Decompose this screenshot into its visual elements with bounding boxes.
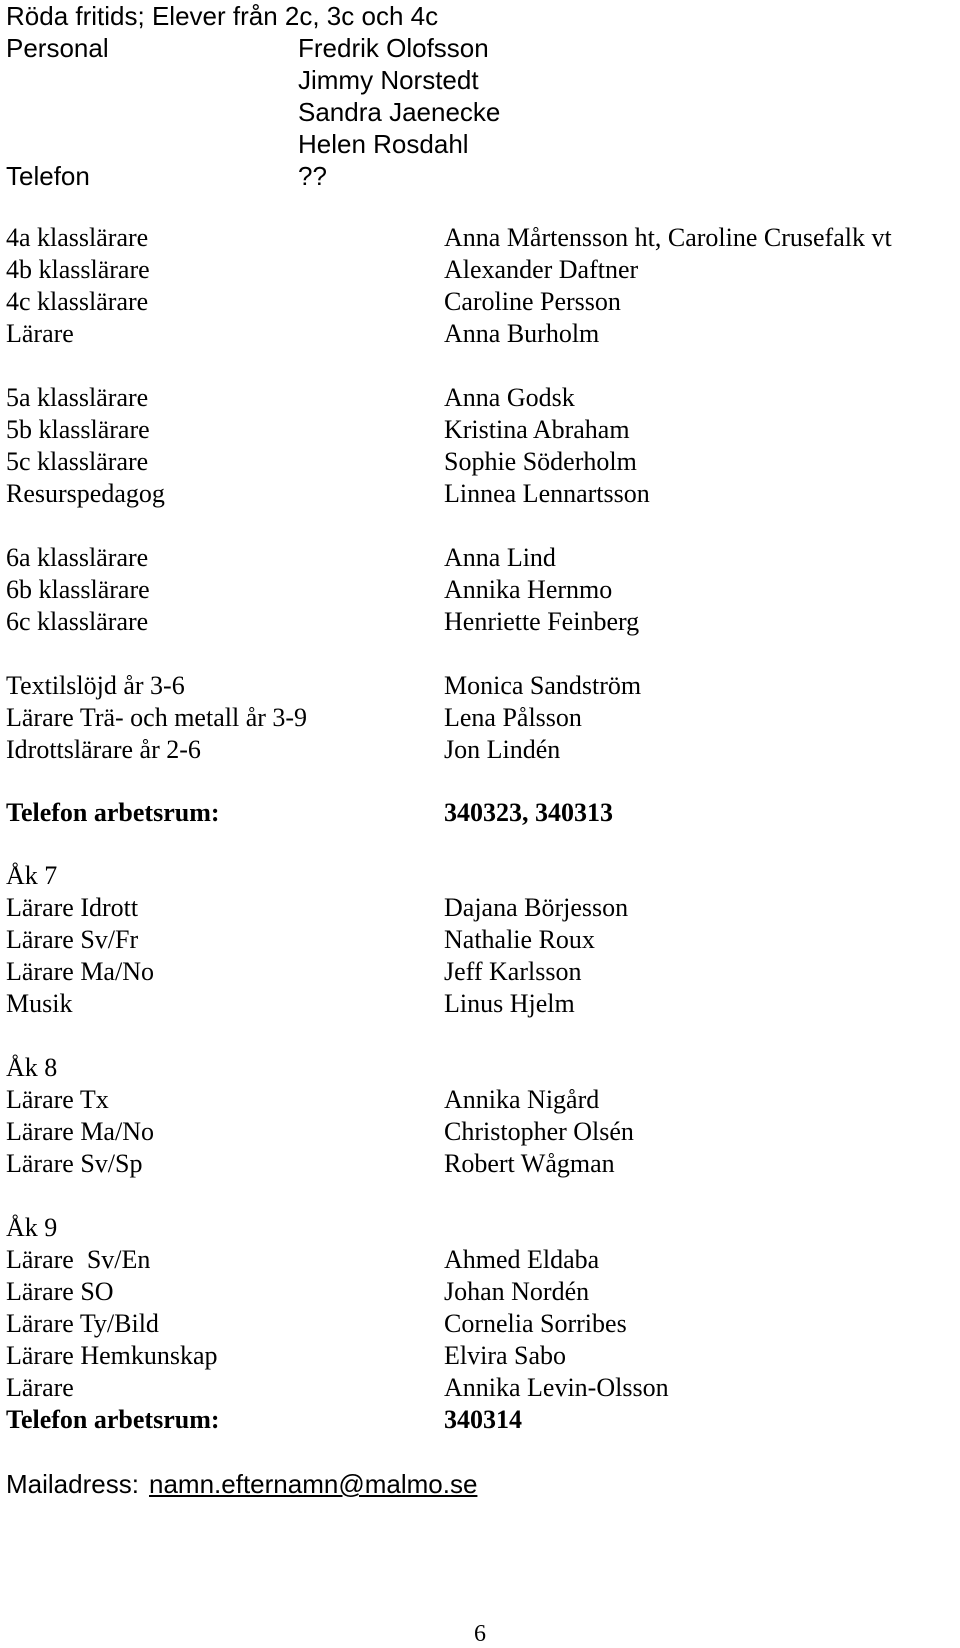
- mail-label: Mailadress:: [6, 1469, 147, 1499]
- role-label: Lärare Tx: [6, 1085, 109, 1114]
- telefon-value: ??: [298, 161, 327, 191]
- staff-name: Robert Wågman: [444, 1149, 615, 1178]
- title-text: Röda fritids; Elever från 2c, 3c och 4c: [6, 1, 439, 31]
- staff-name: Anna Lind: [444, 543, 556, 572]
- mail-link[interactable]: namn.efternamn@malmo.se: [149, 1469, 478, 1499]
- staff-name: Annika Hernmo: [444, 575, 613, 604]
- role-label: Lärare Ma/No: [6, 957, 154, 986]
- phone-label: Telefon arbetsrum:: [6, 798, 220, 827]
- role-label: 5b klasslärare: [6, 415, 150, 444]
- staff-name: Anna Mårtensson ht, Caroline Crusefalk vt: [444, 223, 892, 252]
- role-label: 6c klasslärare: [6, 607, 149, 636]
- staff-name: Dajana Börjesson: [444, 893, 629, 922]
- phone-label: Telefon arbetsrum:: [6, 1405, 220, 1434]
- role-label: Lärare Sv/En: [6, 1245, 151, 1274]
- role-label: Lärare Ty/Bild: [6, 1309, 159, 1338]
- staff-name: Monica Sandström: [444, 671, 642, 700]
- role-label: 4c klasslärare: [6, 287, 149, 316]
- personal-label: Personal: [6, 33, 109, 63]
- staff-name: Alexander Daftner: [444, 255, 639, 284]
- staff-name: Elvira Sabo: [444, 1341, 567, 1370]
- staff-name: Jon Lindén: [444, 735, 561, 764]
- telefon-label: Telefon: [6, 161, 90, 191]
- staff-name: Ahmed Eldaba: [444, 1245, 600, 1274]
- role-label: Lärare Ma/No: [6, 1117, 154, 1146]
- staff-name: Johan Nordén: [444, 1277, 590, 1306]
- staff-name: Linus Hjelm: [444, 989, 575, 1018]
- personal-name: Fredrik Olofsson: [298, 33, 489, 63]
- page-number: 6: [474, 1621, 486, 1647]
- role-label: 4a klasslärare: [6, 223, 149, 252]
- role-label: Idrottslärare år 2-6: [6, 735, 201, 764]
- role-label: 5a klasslärare: [6, 383, 149, 412]
- role-label: 6b klasslärare: [6, 575, 150, 604]
- personal-name: Helen Rosdahl: [298, 129, 469, 159]
- staff-name: Anna Burholm: [444, 319, 600, 348]
- staff-name: Cornelia Sorribes: [444, 1309, 627, 1338]
- staff-name: Jeff Karlsson: [444, 957, 582, 986]
- phone-number: 340314: [444, 1405, 522, 1434]
- personal-name: Sandra Jaenecke: [298, 97, 501, 127]
- staff-name: Sophie Söderholm: [444, 447, 637, 476]
- role-label: Lärare: [6, 319, 74, 348]
- staff-name: Linnea Lennartsson: [444, 479, 650, 508]
- staff-name: Annika Nigård: [444, 1085, 600, 1114]
- role-label: 6a klasslärare: [6, 543, 149, 572]
- role-label: Lärare Idrott: [6, 893, 139, 922]
- staff-name: Caroline Persson: [444, 287, 621, 316]
- role-label: Lärare Sv/Fr: [6, 925, 139, 954]
- personal-name: Jimmy Norstedt: [298, 65, 479, 95]
- role-label: 5c klasslärare: [6, 447, 149, 476]
- staff-name: Lena Pålsson: [444, 703, 582, 732]
- role-label: Lärare Hemkunskap: [6, 1341, 218, 1370]
- staff-name: Nathalie Roux: [444, 925, 595, 954]
- grade-heading-text: Åk 7: [6, 861, 58, 890]
- role-label: Musik: [6, 989, 73, 1018]
- role-label: 4b klasslärare: [6, 255, 150, 284]
- staff-name: Annika Levin-Olsson: [444, 1373, 669, 1402]
- phone-number: 340323, 340313: [444, 798, 613, 827]
- role-label: Lärare: [6, 1373, 74, 1402]
- role-label: Resurspedagog: [6, 479, 165, 508]
- grade-heading-text: Åk 9: [6, 1213, 58, 1242]
- staff-name: Anna Godsk: [444, 383, 575, 412]
- role-label: Lärare SO: [6, 1277, 114, 1306]
- role-label: Textilslöjd år 3-6: [6, 671, 185, 700]
- grade-heading-text: Åk 8: [6, 1053, 58, 1082]
- role-label: Lärare Sv/Sp: [6, 1149, 143, 1178]
- role-label: Lärare Trä- och metall år 3-9: [6, 703, 308, 732]
- staff-name: Christopher Olsén: [444, 1117, 634, 1146]
- staff-name: Kristina Abraham: [444, 415, 630, 444]
- staff-name: Henriette Feinberg: [444, 607, 640, 636]
